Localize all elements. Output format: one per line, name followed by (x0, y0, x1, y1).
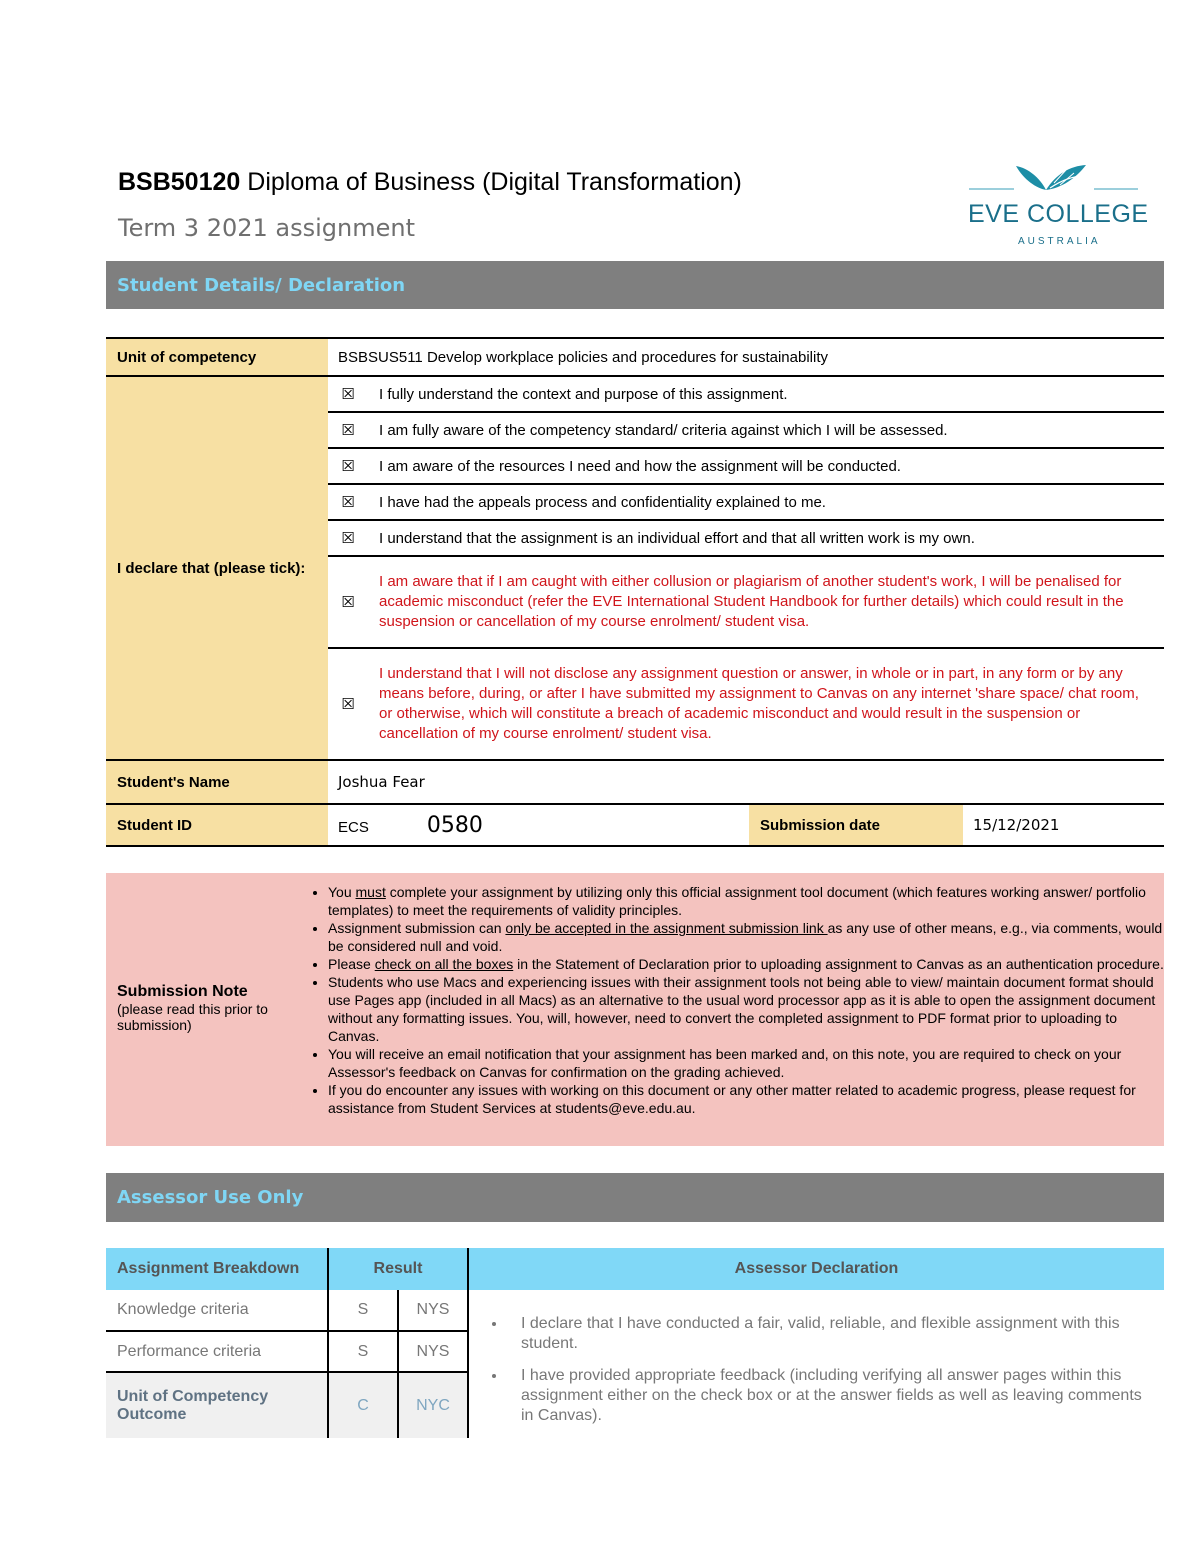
student-details-table (106, 337, 1164, 847)
declaration-text-warning: I am aware that if I am caught with either collusion or plagiarism of another student's work, I will be penalised for academic misconduct (refer the EVE International Student Handbook for further details) which could result in the suspension or cancellation of my course enrolment/ student visa. (368, 556, 1164, 648)
declaration-text: I fully understand the context and purpose of this assignment. (368, 376, 1164, 412)
result-option-c[interactable]: C (328, 1372, 398, 1438)
logo-wordmark: EVE COLLEGE (968, 200, 1149, 228)
declaration-text: I understand that the assignment is an individual effort and that all written work is my own. (368, 520, 1164, 556)
student-id-row (106, 804, 1164, 846)
declaration-checkbox[interactable]: ☒ (328, 556, 368, 648)
col-header-declaration: Assessor Declaration (468, 1248, 1164, 1290)
assessor-header-row (106, 1248, 1164, 1290)
declaration-checkbox[interactable]: ☒ (328, 448, 368, 484)
eve-college-logo (966, 160, 1149, 255)
student-name-row (106, 760, 1164, 804)
list-item: • I have provided appropriate feedback (including verifying all answer pages within this assignment either on the check box or at the answer fields as well as leaving comments in Canvas). (507, 1366, 1154, 1426)
result-option-s[interactable]: S (328, 1290, 398, 1331)
declaration-text-warning: I understand that I will not disclose any assignment question or answer, in whole or in part, in any form or by any means before, during, or after I have submitted my assignment to Canvas on any internet 'share space/ chat room, or otherwise, which will constitute a breach of academic misconduct and would result in the suspension or cancellation of my course enrolment/ student visa. (368, 648, 1164, 760)
unit-value: BSBSUS511 Develop workplace policies and procedures for sustainability (328, 338, 1164, 376)
section-header-assessor: Assessor Use Only (106, 1173, 1164, 1222)
assessor-declaration (468, 1290, 1164, 1438)
assessor-table (106, 1248, 1164, 1438)
list-item: • I declare that I have conducted a fair, valid, reliable, and flexible assignment with this student. (507, 1314, 1154, 1354)
breakdown-label: Performance criteria (106, 1331, 328, 1372)
student-id-prefix: ECS (338, 818, 369, 836)
declaration-text: I have had the appeals process and confidentiality explained to me. (368, 484, 1164, 520)
breakdown-label: Knowledge criteria (106, 1290, 328, 1331)
list-item: • Students who use Macs and experiencing issues with their assignment tools not being able to view/ maintain document format should use Pages app (included in all Macs) as an alternative to the usual word processor app as it is able to open the assignment document without any formatting issues. You, will, however, need to convert the completed assignment to PDF format prior to uploading to Canvas. (328, 973, 1168, 1045)
declaration-checkbox[interactable]: ☒ (328, 376, 368, 412)
student-name-label: Student's Name (106, 760, 328, 804)
col-header-result: Result (328, 1248, 468, 1290)
declaration-checkbox[interactable]: ☒ (328, 484, 368, 520)
declaration-text: I am aware of the resources I need and how the assignment will be conducted. (368, 448, 1164, 484)
logo-subtext: AUSTRALIA (1018, 236, 1101, 247)
result-option-s[interactable]: S (328, 1331, 398, 1372)
list-item: • You must complete your assignment by utilizing only this official assignment tool document (which features working answer/ portfolio templates) to meet the requirements of validity principles. (328, 883, 1168, 919)
student-id-label: Student ID (106, 804, 328, 846)
list-item: • Please check on all the boxes in the Statement of Declaration prior to uploading assignment to Canvas as an authentication procedure. (328, 955, 1168, 973)
section-header-student: Student Details/ Declaration (106, 261, 1164, 309)
result-option-nyc[interactable]: NYC (398, 1372, 468, 1438)
declaration-checkbox[interactable]: ☒ (328, 520, 368, 556)
page-subtitle: Term 3 2021 assignment (118, 214, 415, 242)
result-option-nys[interactable]: NYS (398, 1331, 468, 1372)
list-item: • Assignment submission can only be accepted in the assignment submission link as any use of other means, e.g., via comments, would be considered null and void. (328, 919, 1168, 955)
student-id-field[interactable] (328, 804, 749, 846)
submission-date-label: Submission date (749, 804, 963, 846)
list-item: • If you do encounter any issues with working on this document or any other matter related to academic progress, please request for assistance from Student Services at students@eve.edu.au. (328, 1081, 1168, 1117)
student-id-value: 0580 (426, 812, 483, 838)
unit-label: Unit of competency (106, 338, 328, 376)
declaration-checkbox[interactable]: ☒ (328, 648, 368, 760)
submission-note-list (310, 883, 1168, 1117)
table-row (106, 1290, 1164, 1331)
submission-note-label: Submission Note (please read this prior to submission) (117, 983, 268, 1033)
breakdown-label: Unit of Competency Outcome (106, 1372, 328, 1438)
col-header-breakdown: Assignment Breakdown (106, 1248, 328, 1290)
submission-note (106, 873, 1164, 1146)
student-name-field[interactable]: Joshua Fear (328, 760, 1164, 804)
list-item: • You will receive an email notification that your assignment has been marked and, on this note, you are required to check on your Assessor's feedback on Canvas for confirmation on the grading achieved. (328, 1045, 1168, 1081)
result-option-nys[interactable]: NYS (398, 1290, 468, 1331)
assessor-declaration-list (489, 1314, 1154, 1426)
declaration-row (106, 376, 1164, 412)
unit-row (106, 338, 1164, 376)
submission-date-field[interactable]: 15/12/2021 (963, 804, 1164, 846)
declaration-text: I am fully aware of the competency standard/ criteria against which I will be assessed. (368, 412, 1164, 448)
page-title: BSB50120 Diploma of Business (Digital Transformation) (118, 168, 742, 196)
declaration-checkbox[interactable]: ☒ (328, 412, 368, 448)
declare-label: I declare that (please tick): (106, 376, 328, 760)
